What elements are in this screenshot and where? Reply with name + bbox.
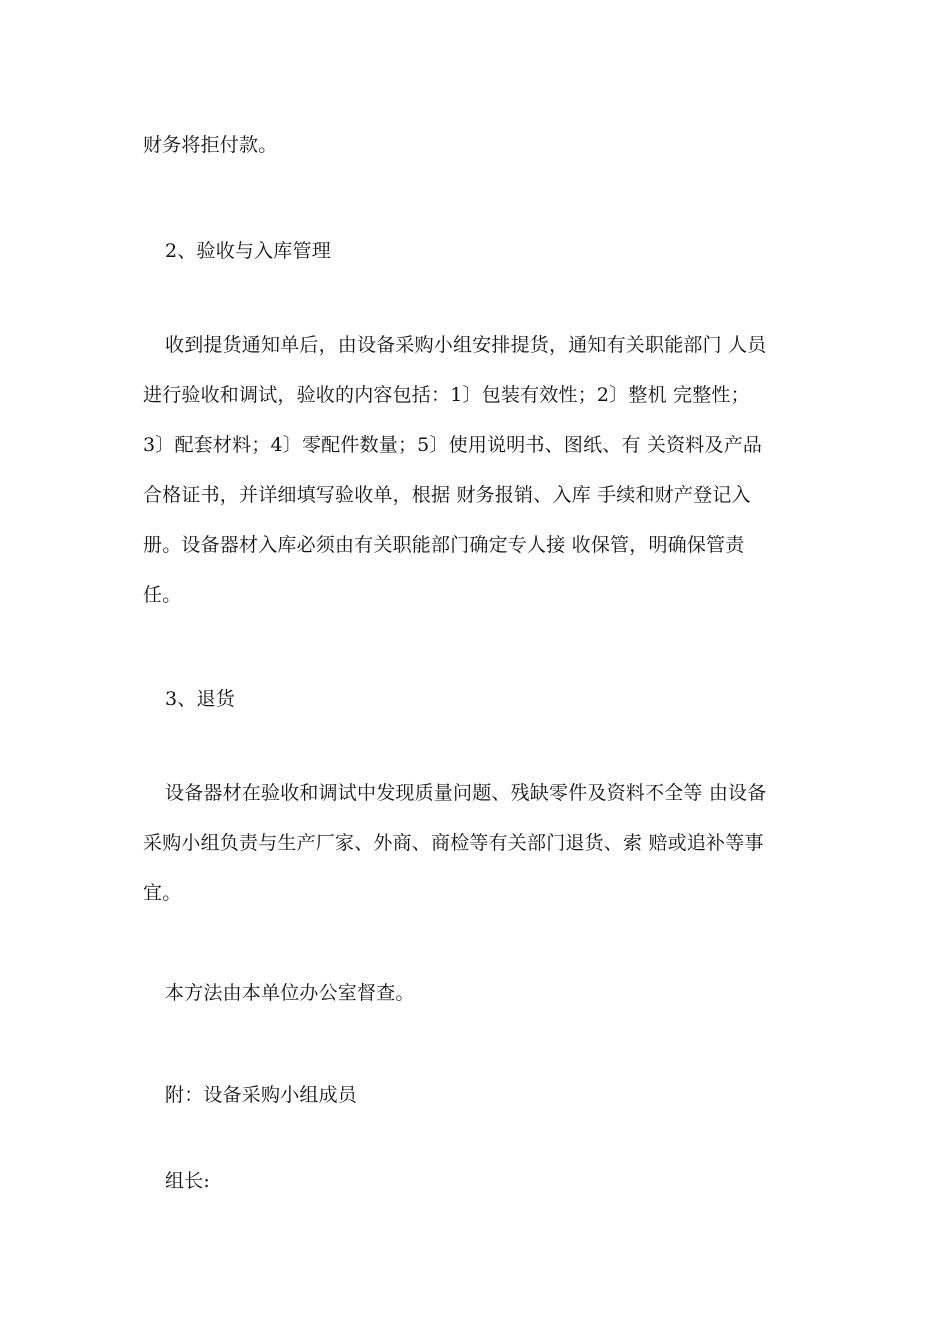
paragraph-line: 财务将拒付款。: [143, 134, 278, 156]
paragraph-line: 宜。: [143, 882, 182, 904]
paragraph-line: 收到提货通知单后，由设备采购小组安排提货，通知有关职能部门 人员: [165, 334, 767, 356]
section-heading: 2、验收与入库管理: [165, 240, 331, 262]
paragraph-line: 采购小组负责与生产厂家、外商、商检等有关部门退货、索 赔或追补等事: [143, 832, 764, 854]
appendix-heading: 附：设备采购小组成员: [165, 1084, 358, 1106]
paragraph-line: 合格证书，并详细填写验收单，根据 财务报销、入库 手续和财产登记入: [143, 484, 751, 506]
paragraph-line: 进行验收和调试，验收的内容包括：1〕包装有效性；2〕整机 完整性；: [143, 384, 750, 406]
paragraph-line: 册。设备器材入库必须由有关职能部门确定专人接 收保管，明确保管责: [143, 534, 745, 556]
paragraph-line: 任。: [143, 584, 182, 606]
section-heading: 3、退货: [165, 688, 235, 710]
leader-label: 组长:: [165, 1170, 211, 1192]
paragraph-line: 3〕配套材料；4〕零配件数量；5〕使用说明书、图纸、有 关资料及产品: [143, 434, 763, 456]
paragraph-line: 设备器材在验收和调试中发现质量问题、残缺零件及资料不全等 由设备: [165, 782, 767, 804]
paragraph-line: 本方法由本单位办公室督查。: [165, 982, 415, 1004]
